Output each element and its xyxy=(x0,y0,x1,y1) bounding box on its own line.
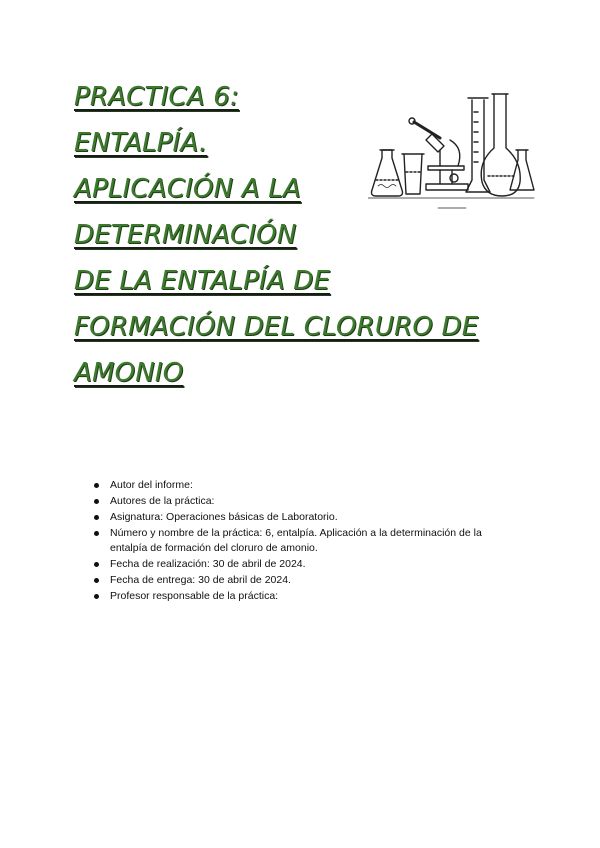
list-item xyxy=(94,510,514,525)
title-line-5: DE LA ENTALPÍA DE xyxy=(74,266,331,296)
info-subject: Asignatura: Operaciones básicas de Laboratorio. xyxy=(110,511,338,523)
title-line-7: AMONIO xyxy=(74,358,184,388)
title-line-2: ENTALPÍA. xyxy=(74,128,208,158)
info-practice-authors: Autores de la práctica: xyxy=(110,495,215,507)
bullet-icon xyxy=(94,562,99,567)
list-item xyxy=(94,494,514,509)
bullet-icon xyxy=(94,515,99,520)
info-date-delivered: Fecha de entrega: 30 de abril de 2024. xyxy=(110,574,291,586)
bullet-icon xyxy=(94,499,99,504)
bullet-icon xyxy=(94,578,99,583)
bullet-icon xyxy=(94,531,99,536)
laboratory-glassware-icon xyxy=(368,92,536,216)
info-professor: Profesor responsable de la práctica: xyxy=(110,590,279,602)
bullet-icon xyxy=(94,483,99,488)
list-item xyxy=(94,589,514,604)
info-author: Autor del informe: xyxy=(110,479,193,491)
title-line-1: PRACTICA 6: xyxy=(74,82,239,112)
info-date-performed: Fecha de realización: 30 de abril de 2024. xyxy=(110,558,306,570)
report-info-list xyxy=(94,478,514,605)
bullet-icon xyxy=(94,594,99,599)
title-line-4: DETERMINACIÓN xyxy=(74,220,297,250)
list-item xyxy=(94,478,514,493)
list-item xyxy=(94,573,514,588)
info-practice-name: Número y nombre de la práctica: 6, entalpía. Aplicación a la determinación de la entalpía de formación del cloruro de amonio. xyxy=(110,527,482,554)
title-line-3: APLICACIÓN A LA xyxy=(74,174,301,204)
list-item xyxy=(94,557,514,572)
list-item xyxy=(94,526,514,556)
title-line-6: FORMACIÓN DEL CLORURO DE xyxy=(74,312,479,342)
